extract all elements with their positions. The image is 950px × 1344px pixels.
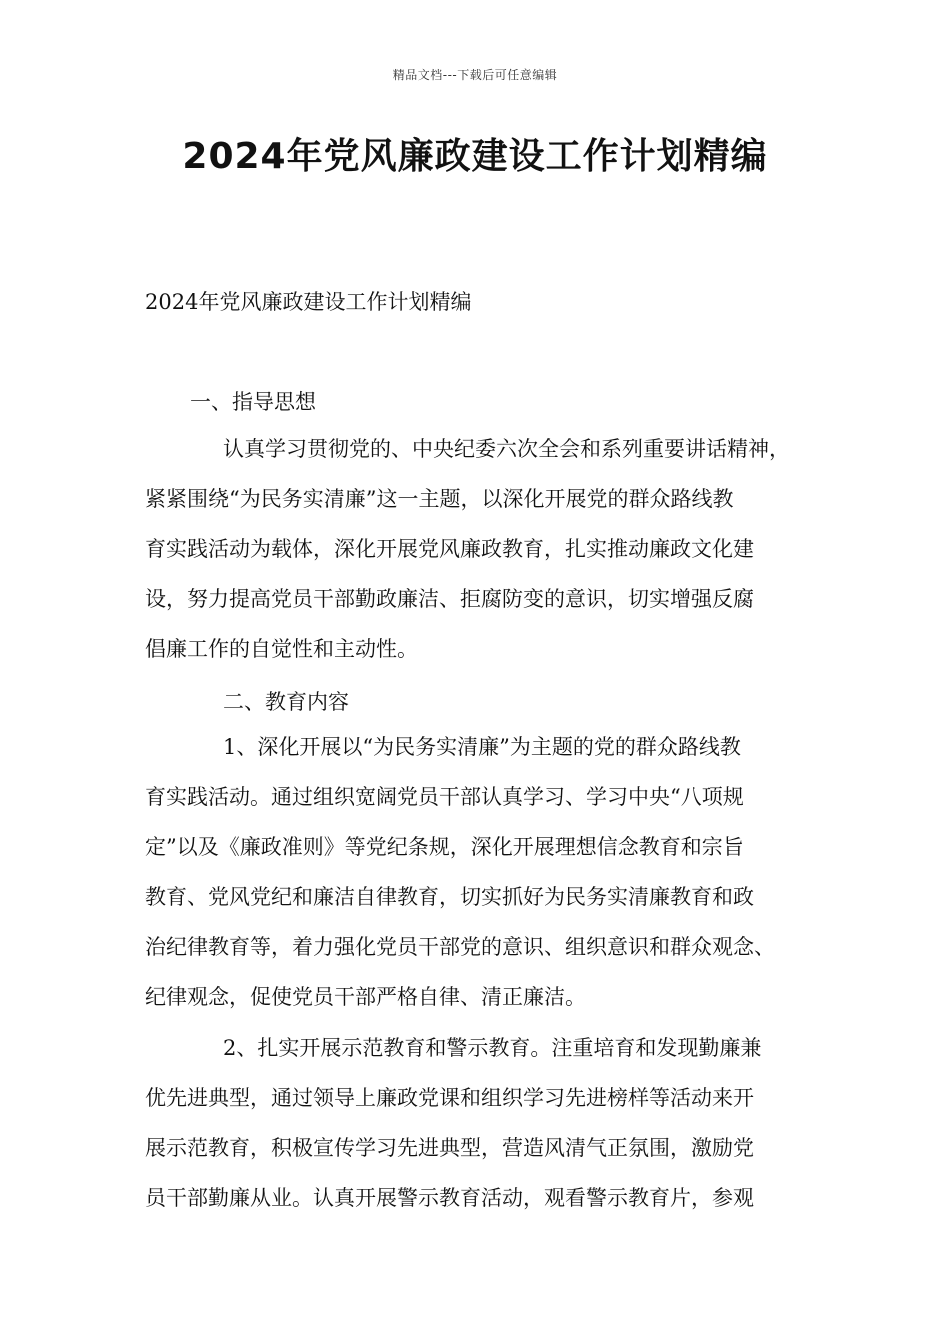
paragraph-line: 员干部勤廉从业。认真开展警示教育活动，观看警示教育片，参观 bbox=[145, 1186, 754, 1210]
paragraph-line: 优先进典型，通过领导上廉政党课和组织学习先进榜样等活动来开 bbox=[145, 1086, 754, 1110]
paragraph-line: 定”以及《廉政准则》等党纪条规，深化开展理想信念教育和宗旨 bbox=[145, 835, 744, 859]
paragraph-line: 纪律观念，促使党员干部严格自律、清正廉洁。 bbox=[145, 985, 586, 1009]
paragraph-line: 治纪律教育等，着力强化党员干部党的意识、组织意识和群众观念、 bbox=[145, 935, 775, 959]
paragraph-line: 教育、党风党纪和廉洁自律教育，切实抓好为民务实清廉教育和政 bbox=[145, 885, 754, 909]
paragraph-line: 2、扎实开展示范教育和警示教育。注重培育和发现勤廉兼 bbox=[223, 1036, 762, 1060]
paragraph-line: 设，努力提高党员干部勤政廉洁、拒腐防变的意识，切实增强反腐 bbox=[145, 587, 754, 611]
paragraph-line: 认真学习贯彻党的、中央纪委六次全会和系列重要讲话精神， bbox=[223, 437, 790, 461]
paragraph-line: 紧紧围绕“为民务实清廉”这一主题，以深化开展党的群众路线教 bbox=[145, 487, 734, 511]
paragraph-line: 倡廉工作的自觉性和主动性。 bbox=[145, 637, 418, 661]
section-heading-guiding: 一、指导思想 bbox=[190, 390, 316, 414]
paragraph-line: 展示范教育，积极宣传学习先进典型，营造风清气正氛围，激励党 bbox=[145, 1136, 754, 1160]
document-subtitle: 2024年党风廉政建设工作计划精编 bbox=[145, 290, 472, 314]
paragraph-line: 1、深化开展以“为民务实清廉”为主题的党的群众路线教 bbox=[223, 735, 741, 759]
section-heading-content: 二、教育内容 bbox=[223, 690, 349, 714]
paragraph-line: 育实践活动为载体，深化开展党风廉政教育，扎实推动廉政文化建 bbox=[145, 537, 754, 561]
paragraph-guiding bbox=[145, 424, 817, 674]
paragraph-item-1 bbox=[145, 722, 817, 1022]
document-title: 2024年党风廉政建设工作计划精编 bbox=[182, 136, 768, 177]
paragraph-item-2 bbox=[145, 1023, 817, 1223]
paragraph-line: 育实践活动。通过组织宽阔党员干部认真学习、学习中央“八项规 bbox=[145, 785, 744, 809]
header-note: 精品文档---下载后可任意编辑 bbox=[392, 68, 558, 82]
